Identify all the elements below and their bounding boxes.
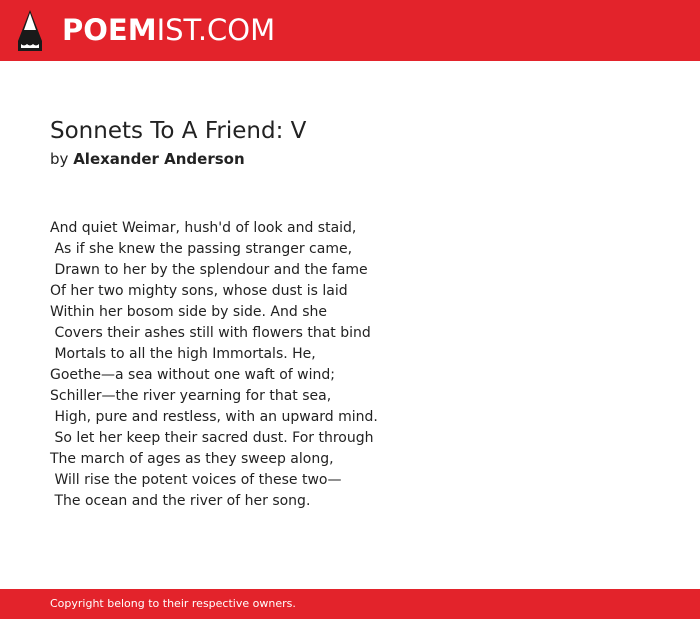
- site-footer: [0, 589, 700, 619]
- poem-title: Sonnets To A Friend: V: [50, 118, 307, 144]
- by-label: by: [50, 150, 69, 168]
- copyright-text: Copyright belong to their respective owners.: [50, 597, 296, 610]
- poem-line: Schiller—the river yearning for that sea,: [50, 388, 332, 404]
- poem-line: Mortals to all the high Immortals. He,: [50, 346, 316, 362]
- site-header: [0, 0, 700, 61]
- poem-line: The ocean and the river of her song.: [50, 493, 311, 509]
- poem-line: High, pure and restless, with an upward mind.: [50, 409, 378, 425]
- logo-strong-text: POEM: [62, 13, 157, 47]
- poem-line: So let her keep their sacred dust. For through: [50, 430, 374, 446]
- poem-line: As if she knew the passing stranger came,: [50, 241, 353, 257]
- poem-line: Within her bosom side by side. And she: [50, 304, 327, 320]
- pencil-icon: [18, 10, 42, 51]
- poem-line: The march of ages as they sweep along,: [50, 451, 334, 467]
- logo-light-text: IST.COM: [156, 13, 276, 47]
- poem-line: Drawn to her by the splendour and the fame: [50, 262, 368, 278]
- poem-line: Of her two mighty sons, whose dust is laid: [50, 283, 348, 299]
- author-name: Alexander Anderson: [73, 150, 245, 168]
- poem-line: Will rise the potent voices of these two—: [50, 472, 342, 488]
- poem-line: Covers their ashes still with flowers that bind: [50, 325, 371, 341]
- poem-line: And quiet Weimar, hush'd of look and staid,: [50, 220, 357, 236]
- poem-line: Goethe—a sea without one waft of wind;: [50, 367, 335, 383]
- byline: [50, 148, 245, 170]
- site-logo[interactable]: [62, 12, 275, 48]
- poem-body: [50, 218, 550, 512]
